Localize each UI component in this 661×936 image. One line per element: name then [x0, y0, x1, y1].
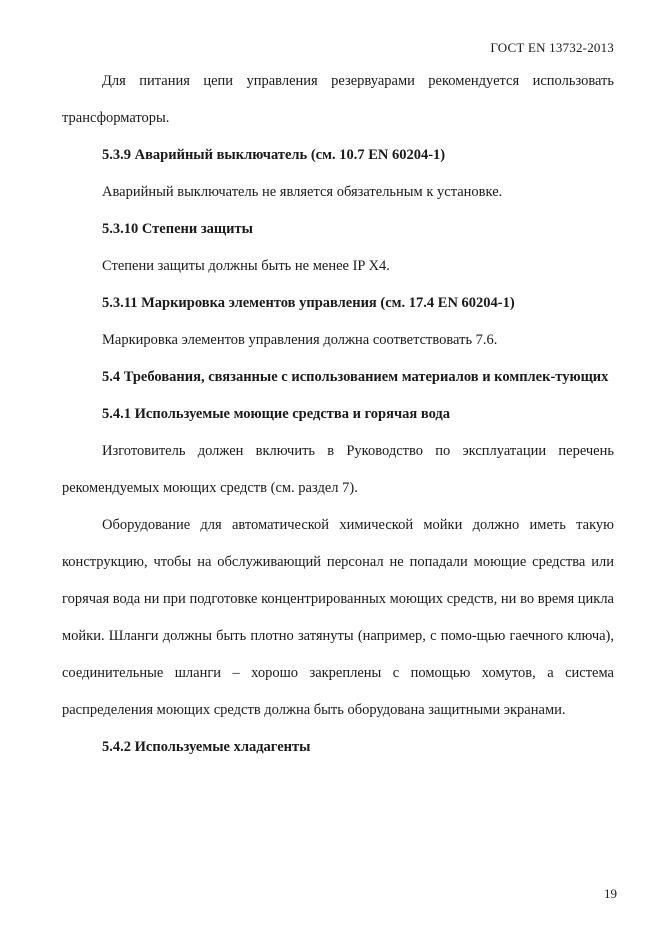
heading-5-3-9: 5.3.9 Аварийный выключатель (см. 10.7 EN 60204-1) — [102, 147, 446, 163]
heading-5-3-10: 5.3.10 Степени защиты — [102, 221, 253, 237]
heading-5-4-2: 5.4.2 Используемые хладагенты — [102, 739, 311, 755]
heading-5-4-1: 5.4.1 Используемые моющие средства и горячая вода — [102, 406, 450, 422]
paragraph-transformers: Для питания цепи управления резервуарами рекомендуется использовать трансформаторы. — [62, 73, 614, 126]
paragraph-detergent-list: Изготовитель должен включить в Руководство по эксплуатации перечень рекомендуемых моющих средств (см. раздел 7). — [62, 443, 614, 496]
heading-5-3-11: 5.3.11 Маркировка элементов управления (см. 17.4 EN 60204-1) — [102, 295, 515, 311]
heading-5-4: 5.4 Требования, связанные с использованием материалов и комплек-тующих — [102, 369, 609, 385]
paragraph-protection-degree: Степени защиты должны быть не менее IP X4. — [102, 258, 390, 274]
page-header-doc-id: ГОСТ EN 13732-2013 — [490, 40, 614, 55]
page-number: 19 — [604, 886, 617, 901]
paragraph-emergency-switch: Аварийный выключатель не является обязательным к установке. — [102, 184, 503, 200]
paragraph-control-marking: Маркировка элементов управления должна соответствовать 7.6. — [102, 332, 498, 348]
page-body — [62, 63, 614, 766]
paragraph-cleaning-equipment: Оборудование для автоматической химической мойки должно иметь такую конструкцию, чтобы на обслуживающий персонал не попадали моющие средства или горячая вода ни при подготовке концентрированных моющих средств, ни во время цикла мойки. Шланги должны быть плотно затянуты (например, с помо-щью гаечного ключа), соединительные шланги – хорошо закреплены с помощью хомутов, а система распределения моющих средств должна быть оборудована защитными экранами. — [62, 517, 614, 718]
